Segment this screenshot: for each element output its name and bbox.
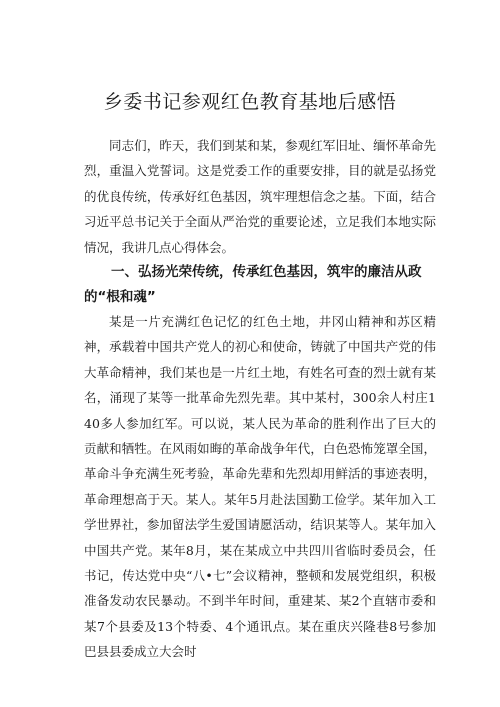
body-paragraph: 某是一片充满红色记忆的红色土地，井冈山精神和苏区精神，承载着中国共产党人的初心和使命，铸就了中国共产党的伟大革命精神，我们某也是一片红土地，有姓名可查的烈士就有某名，涌现了某等一批革命先烈先辈。其中某村，300余人村庄140多人参加红军。可以说，某人民为革命的胜利作出了巨大的贡献和牺牲。在风雨如晦的革命战争年代，白色恐怖笼罩全国，革命斗争充满生死考验，革命先辈和先烈却用鲜活的事迹表明，革命理想高于天。某人。某年5月赴法国勤工俭学。某年加入工学世界社，参加留法学生爱国请愿活动，结识某等人。某年加入中国共产党。某年8月，某在某成立中共四川省临时委员会，任书记，传达党中央“八•七”会议精神，整顿和发展党组织，积极准备发动农民暴动。不到半年时间，重建某、某2个直辖市委和某7个县委及13个特委、4个通讯点。某在重庆兴隆巷8号参加巴县县委成立大会时	[84, 314, 436, 660]
section-heading: 一、弘扬光荣传统，传承红色基因，筑牢的廉洁从政的“根和魂”	[84, 264, 422, 305]
document-title: 乡委书记参观红色教育基地后感悟	[103, 91, 397, 113]
intro-paragraph: 同志们，昨天，我们到某和某，参观红军旧址、缅怀革命先烈，重温入党誓词。这是党委工作的重要安排，目的就是弘扬党的优良传统，传承好红色基因，筑牢理想信念之基。下面，结合习近平总书记关于全面从严治党的重要论述，立足我们本地实际情况，我讲几点心得体会。	[84, 138, 436, 255]
